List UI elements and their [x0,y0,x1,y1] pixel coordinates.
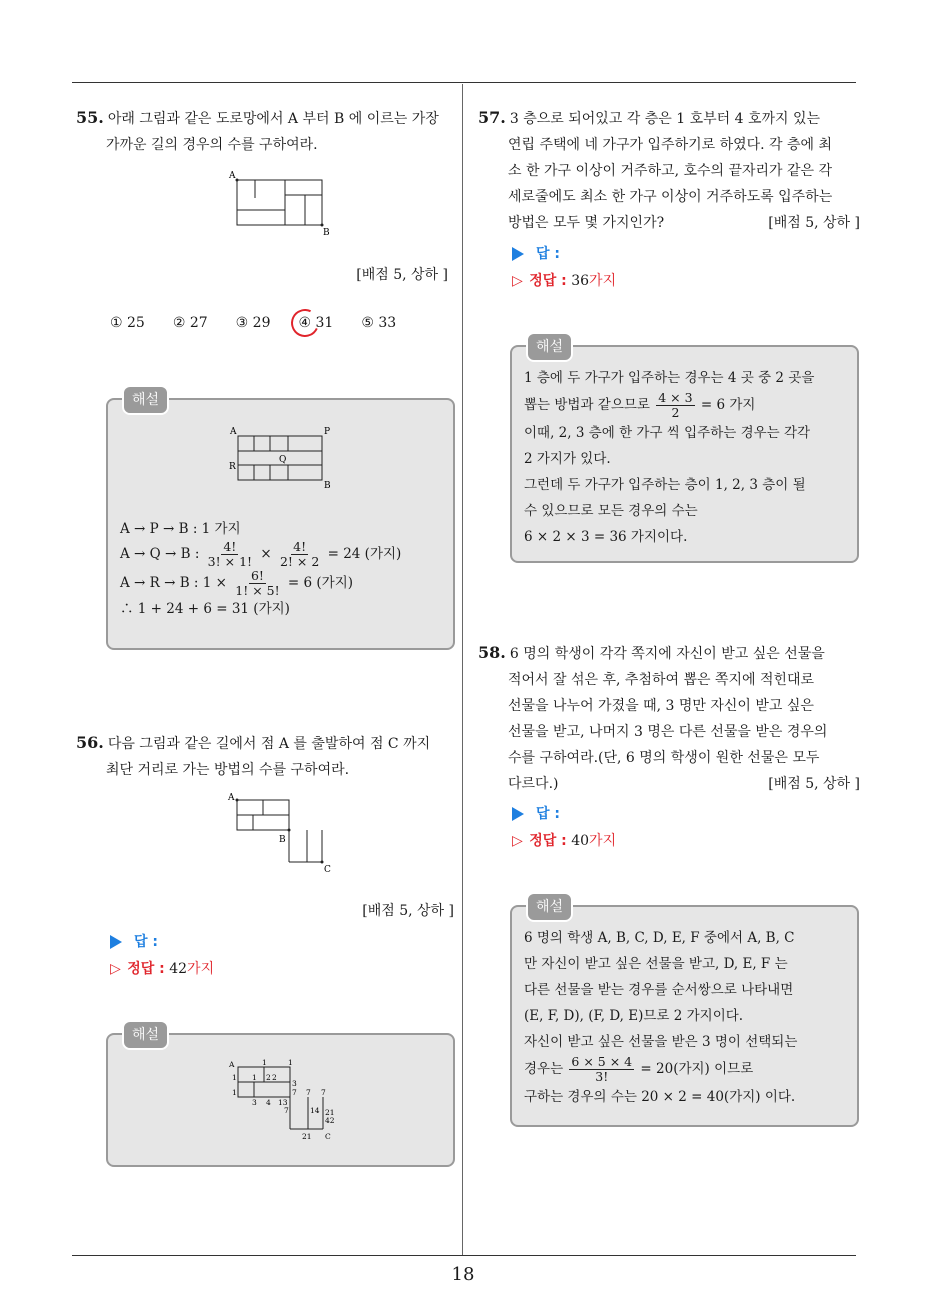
denominator: 1! × 5! [235,583,280,598]
solution-text-55 [120,518,401,620]
fig-label: 1 [232,1088,237,1097]
key-value: 42 [169,961,188,977]
label-a: A [228,793,235,803]
key-label: 정답 : [127,961,165,977]
score-58: [배점 5, 상하 ] [768,776,860,792]
problem-text-line: 적어서 잘 섞은 후, 추첨하여 뽑은 쪽지에 적힌대로 [508,672,815,688]
fig-label: 2 [266,1073,271,1082]
answer-arrow-icon [512,807,524,821]
score-57: [배점 5, 상하 ] [768,215,860,231]
solution-tab: 해설 [122,1020,169,1050]
problem-text-line [478,210,860,236]
numerator: 6! [250,568,264,583]
problem-text-line: 연립 주택에 네 가구가 입주하기로 하였다. 각 층에 최 [508,137,833,153]
sol-line-post: = 20(가지) 이므로 [640,1061,754,1077]
fig-label: 1 [232,1073,237,1082]
key-unit: 가지 [589,833,617,849]
score-56: [배점 5, 상하 ] [362,903,454,919]
fig-label: 3 [252,1098,257,1107]
numerator: 4! [223,539,237,554]
top-rule [72,82,856,83]
label-c: C [324,865,331,875]
sol-line: 만 자신이 받고 싶은 선물을 받고, D, E, F 는 [524,956,788,972]
problem-text-line: 선물을 받고, 나머지 3 명은 다른 선물을 받은 경우의 [508,724,828,740]
sol-line: 이때, 2, 3 층에 한 가구 씩 입주하는 경우는 각각 [524,425,811,441]
sol-line [524,1055,797,1084]
solution-tab: 해설 [122,385,169,415]
problem-57 [478,105,860,236]
solution-tab: 해설 [526,332,573,362]
problem-text: 방법은 모두 몇 가지인가? [508,215,665,231]
key-value: 36 [571,273,590,289]
numerator: 6 × 5 × 4 [571,1054,633,1069]
problem-text-line: 다음 그림과 같은 길에서 점 A 를 출발하여 점 C 까지 [107,736,431,752]
problem-text-line: 수를 구하여라.(단, 6 명의 학생이 원한 선물은 모두 [508,750,820,766]
bottom-rule [72,1255,856,1256]
solution-box-56 [106,1027,455,1167]
label-a: A [229,171,236,181]
answer-line-56 [110,931,158,951]
fig-label: 14 [310,1106,320,1115]
problem-58 [478,640,860,797]
choice-3[interactable]: ③ 29 [235,315,271,331]
key-arrow-icon: ▷ [512,273,523,289]
problem-text-line [478,771,860,797]
fraction [278,540,321,569]
sol-line: (E, F, D), (F, D, E)므로 2 가지이다. [524,1008,744,1024]
solution-figure-56 [226,1055,336,1145]
sol-line: 6 × 2 × 3 = 36 가지이다. [524,529,688,545]
answer-arrow-icon [512,247,524,261]
solution-box-55 [106,392,455,650]
problem-text: 다르다.) [508,776,559,792]
denominator: 2 [671,405,680,420]
choice-2[interactable]: ② 27 [172,315,208,331]
solution-box-58 [510,899,859,1127]
fraction [206,540,254,569]
sol-line-post: = 6 가지 [700,397,756,413]
path-figure-56 [225,790,335,875]
fig-label: 4 [266,1098,271,1107]
problem-number: 55. [76,108,104,127]
answer-line-57 [512,243,560,263]
sol-line: 그런데 두 가구가 입주하는 층이 1, 2, 3 층이 될 [524,477,806,493]
problem-text-line: 최단 거리로 가는 방법의 수를 구하여라. [106,762,350,778]
sol-line-post: = 6 (가지) [287,575,354,591]
fig-label: 3 [292,1079,297,1088]
numerator: 4 × 3 [658,390,693,405]
key-unit: 가지 [187,961,215,977]
key-line-56 [110,958,214,978]
key-unit: 가지 [589,273,617,289]
sol-line: 다른 선물을 받는 경우를 순서쌍으로 나타내면 [524,982,794,998]
fig-label: 13 [278,1098,288,1107]
solution-figure-55 [226,422,336,492]
fig-label: 42 [325,1116,335,1125]
sol-line: A → P → B : 1 가지 [120,521,241,537]
numerator: 4! [293,539,307,554]
road-network-figure [225,168,335,238]
fig-label: 7 [292,1088,297,1097]
sol-line: 수 있으므로 모든 경우의 수는 [524,503,698,519]
key-line-57 [512,270,616,290]
choice-4-label: ④ 31 [298,315,334,331]
choices-55 [110,315,396,331]
fig-label: 7 [321,1088,326,1097]
problem-text-line: 가까운 길의 경우의 수를 구하여라. [106,137,318,153]
sol-line: ∴ 1 + 24 + 6 = 31 (가지) [120,601,290,617]
solution-text-57 [524,365,814,550]
solution-tab: 해설 [526,892,573,922]
key-label: 정답 : [529,833,567,849]
sol-line-pre: 경우는 [524,1061,564,1077]
fig-label: 1 [262,1058,267,1067]
denominator: 3! × 1! [207,554,253,569]
fig-label: C [325,1132,331,1141]
choice-4[interactable] [298,315,333,331]
problem-55 [76,105,456,158]
key-value: 40 [571,833,590,849]
sol-line [120,569,401,598]
answer-label: 답 : [134,934,158,950]
fig-label-b: B [324,481,331,491]
label-b: B [323,228,330,238]
fraction [656,391,694,420]
score-55: [배점 5, 상하 ] [356,267,448,283]
page-number: 18 [451,1264,475,1285]
problem-56 [76,730,460,783]
sol-line: 6 명의 학생 A, B, C, D, E, F 중에서 A, B, C [524,930,795,946]
denominator: 2! × 2 [279,554,320,569]
fig-label-q: Q [279,455,287,465]
label-b: B [279,835,286,845]
key-label: 정답 : [529,273,567,289]
fig-label: A [229,1060,235,1069]
sol-line-post: = 24 (가지) [327,546,402,562]
problem-number: 58. [478,643,506,662]
column-divider [462,84,463,1255]
fig-label-r: R [229,462,236,472]
choice-5[interactable]: ⑤ 33 [361,315,397,331]
problem-text-line: 아래 그림과 같은 도로망에서 A 부터 B 에 이르는 가장 [107,111,439,127]
denominator: 3! [595,1069,609,1084]
fig-label: 7 [306,1088,311,1097]
answer-label: 답 : [536,806,560,822]
sol-line [524,391,814,420]
key-line-58 [512,830,616,850]
fig-label-a: A [230,427,237,437]
solution-box-57 [510,339,859,563]
fig-label: 21 [325,1108,335,1117]
times-sign: × [260,546,272,562]
sol-line-pre: A → Q → B : [120,546,204,562]
sol-line: 2 가지가 있다. [524,451,611,467]
fig-label-p: P [324,427,331,437]
sol-line: 1 층에 두 가구가 입주하는 경우는 4 곳 중 2 곳을 [524,370,815,386]
key-arrow-icon: ▷ [110,961,121,977]
problem-text-line: 선물을 나누어 가졌을 때, 3 명만 자신이 받고 싶은 [508,698,814,714]
selected-circle-mark [288,305,324,341]
solution-text-58 [524,925,797,1110]
sol-line: 자신이 받고 싶은 선물을 받은 3 명이 선택되는 [524,1034,798,1050]
sol-line-pre: A → R → B : 1 × [120,575,227,591]
choice-1[interactable]: ① 25 [110,315,145,331]
problem-text-line: 세로줄에도 최소 한 가구 이상이 거주하도록 입주하는 [508,189,833,205]
problem-number: 56. [76,733,104,752]
fig-label: 21 [302,1132,312,1141]
problem-text-line: 소 한 가구 이상이 거주하고, 호수의 끝자리가 같은 각 [508,163,833,179]
fig-label: 1 [288,1058,293,1067]
problem-text-line: 6 명의 학생이 각각 쪽지에 자신이 받고 싶은 선물을 [509,646,825,662]
fraction [569,1055,634,1084]
answer-arrow-icon [110,935,122,949]
answer-label: 답 : [536,246,560,262]
problem-text-line: 3 층으로 되어있고 각 층은 1 호부터 4 호까지 있는 [509,111,821,127]
problem-number: 57. [478,108,506,127]
sol-line: 구하는 경우의 수는 20 × 2 = 40(가지) 이다. [524,1089,796,1105]
answer-line-58 [512,803,560,823]
key-arrow-icon: ▷ [512,833,523,849]
fig-label: 7 [284,1106,289,1115]
sol-line [120,540,401,569]
fig-label: 2 [272,1073,277,1082]
fig-label: 1 [252,1073,257,1082]
sol-line-pre: 뽑는 방법과 같으므로 [524,397,650,413]
fraction [233,569,281,598]
